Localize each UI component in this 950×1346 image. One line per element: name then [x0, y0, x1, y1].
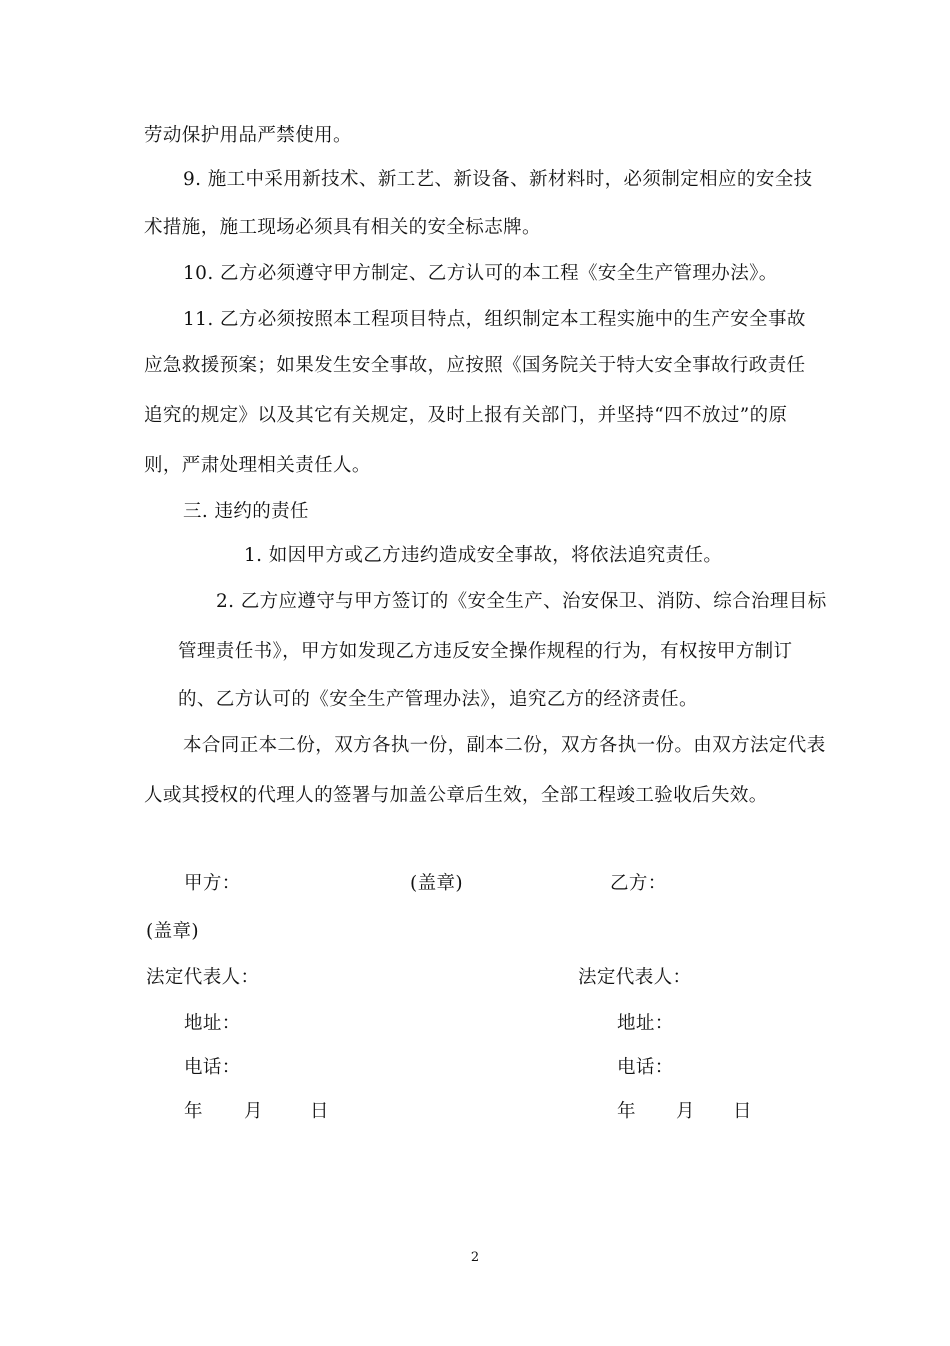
party-a-label: 甲方：	[184, 873, 241, 894]
paragraph-line: 则，严肃处理相关责任人。	[144, 455, 371, 476]
address-b-label: 地址：	[617, 1013, 674, 1034]
paragraph-line: 本合同正本二份，双方各执一份，副本二份，双方各执一份。由双方法定代表	[183, 735, 826, 756]
paragraph-line: 的、乙方认可的《安全生产管理办法》，追究乙方的经济责任。	[178, 689, 698, 710]
paragraph-line: 11. 乙方必须按照本工程项目特点，组织制定本工程实施中的生产安全事故	[183, 309, 806, 330]
paragraph-line: 10. 乙方必须遵守甲方制定、乙方认可的本工程《安全生产管理办法》。	[183, 263, 778, 284]
date-a-month: 月	[244, 1101, 263, 1122]
paragraph-line: 人或其授权的代理人的签署与加盖公章后生效，全部工程竣工验收后失效。	[144, 785, 768, 806]
address-a-label: 地址：	[184, 1013, 241, 1034]
date-b-year: 年	[617, 1101, 636, 1122]
seal-b-label: (盖章)	[146, 921, 200, 942]
phone-a-label: 电话：	[184, 1057, 241, 1078]
seal-a-label: (盖章)	[410, 873, 464, 894]
date-a-day: 日	[310, 1101, 329, 1122]
party-b-label: 乙方：	[610, 873, 667, 894]
paragraph-line: 追究的规定》以及其它有关规定，及时上报有关部门，并坚持“四不放过”的原	[144, 405, 788, 426]
legal-rep-b-label: 法定代表人：	[578, 967, 692, 988]
date-a-year: 年	[184, 1101, 203, 1122]
page-number: 2	[470, 1250, 480, 1265]
section-heading: 三. 违约的责任	[183, 501, 309, 522]
paragraph-line: 2. 乙方应遵守与甲方签订的《安全生产、治安保卫、消防、综合治理目标	[216, 591, 827, 612]
paragraph-line: 管理责任书》，甲方如发现乙方违反安全操作规程的行为，有权按甲方制订	[178, 641, 793, 662]
paragraph-line: 劳动保护用品严禁使用。	[144, 125, 352, 146]
paragraph-line: 1. 如因甲方或乙方违约造成安全事故，将依法追究责任。	[244, 545, 723, 566]
paragraph-line: 9. 施工中采用新技术、新工艺、新设备、新材料时，必须制定相应的安全技	[183, 169, 813, 190]
date-b-day: 日	[733, 1101, 752, 1122]
paragraph-line: 术措施，施工现场必须具有相关的安全标志牌。	[144, 217, 541, 238]
date-b-month: 月	[676, 1101, 695, 1122]
phone-b-label: 电话：	[617, 1057, 674, 1078]
legal-rep-a-label: 法定代表人：	[146, 967, 260, 988]
paragraph-line: 应急救援预案；如果发生安全事故，应按照《国务院关于特大安全事故行政责任	[144, 355, 806, 376]
